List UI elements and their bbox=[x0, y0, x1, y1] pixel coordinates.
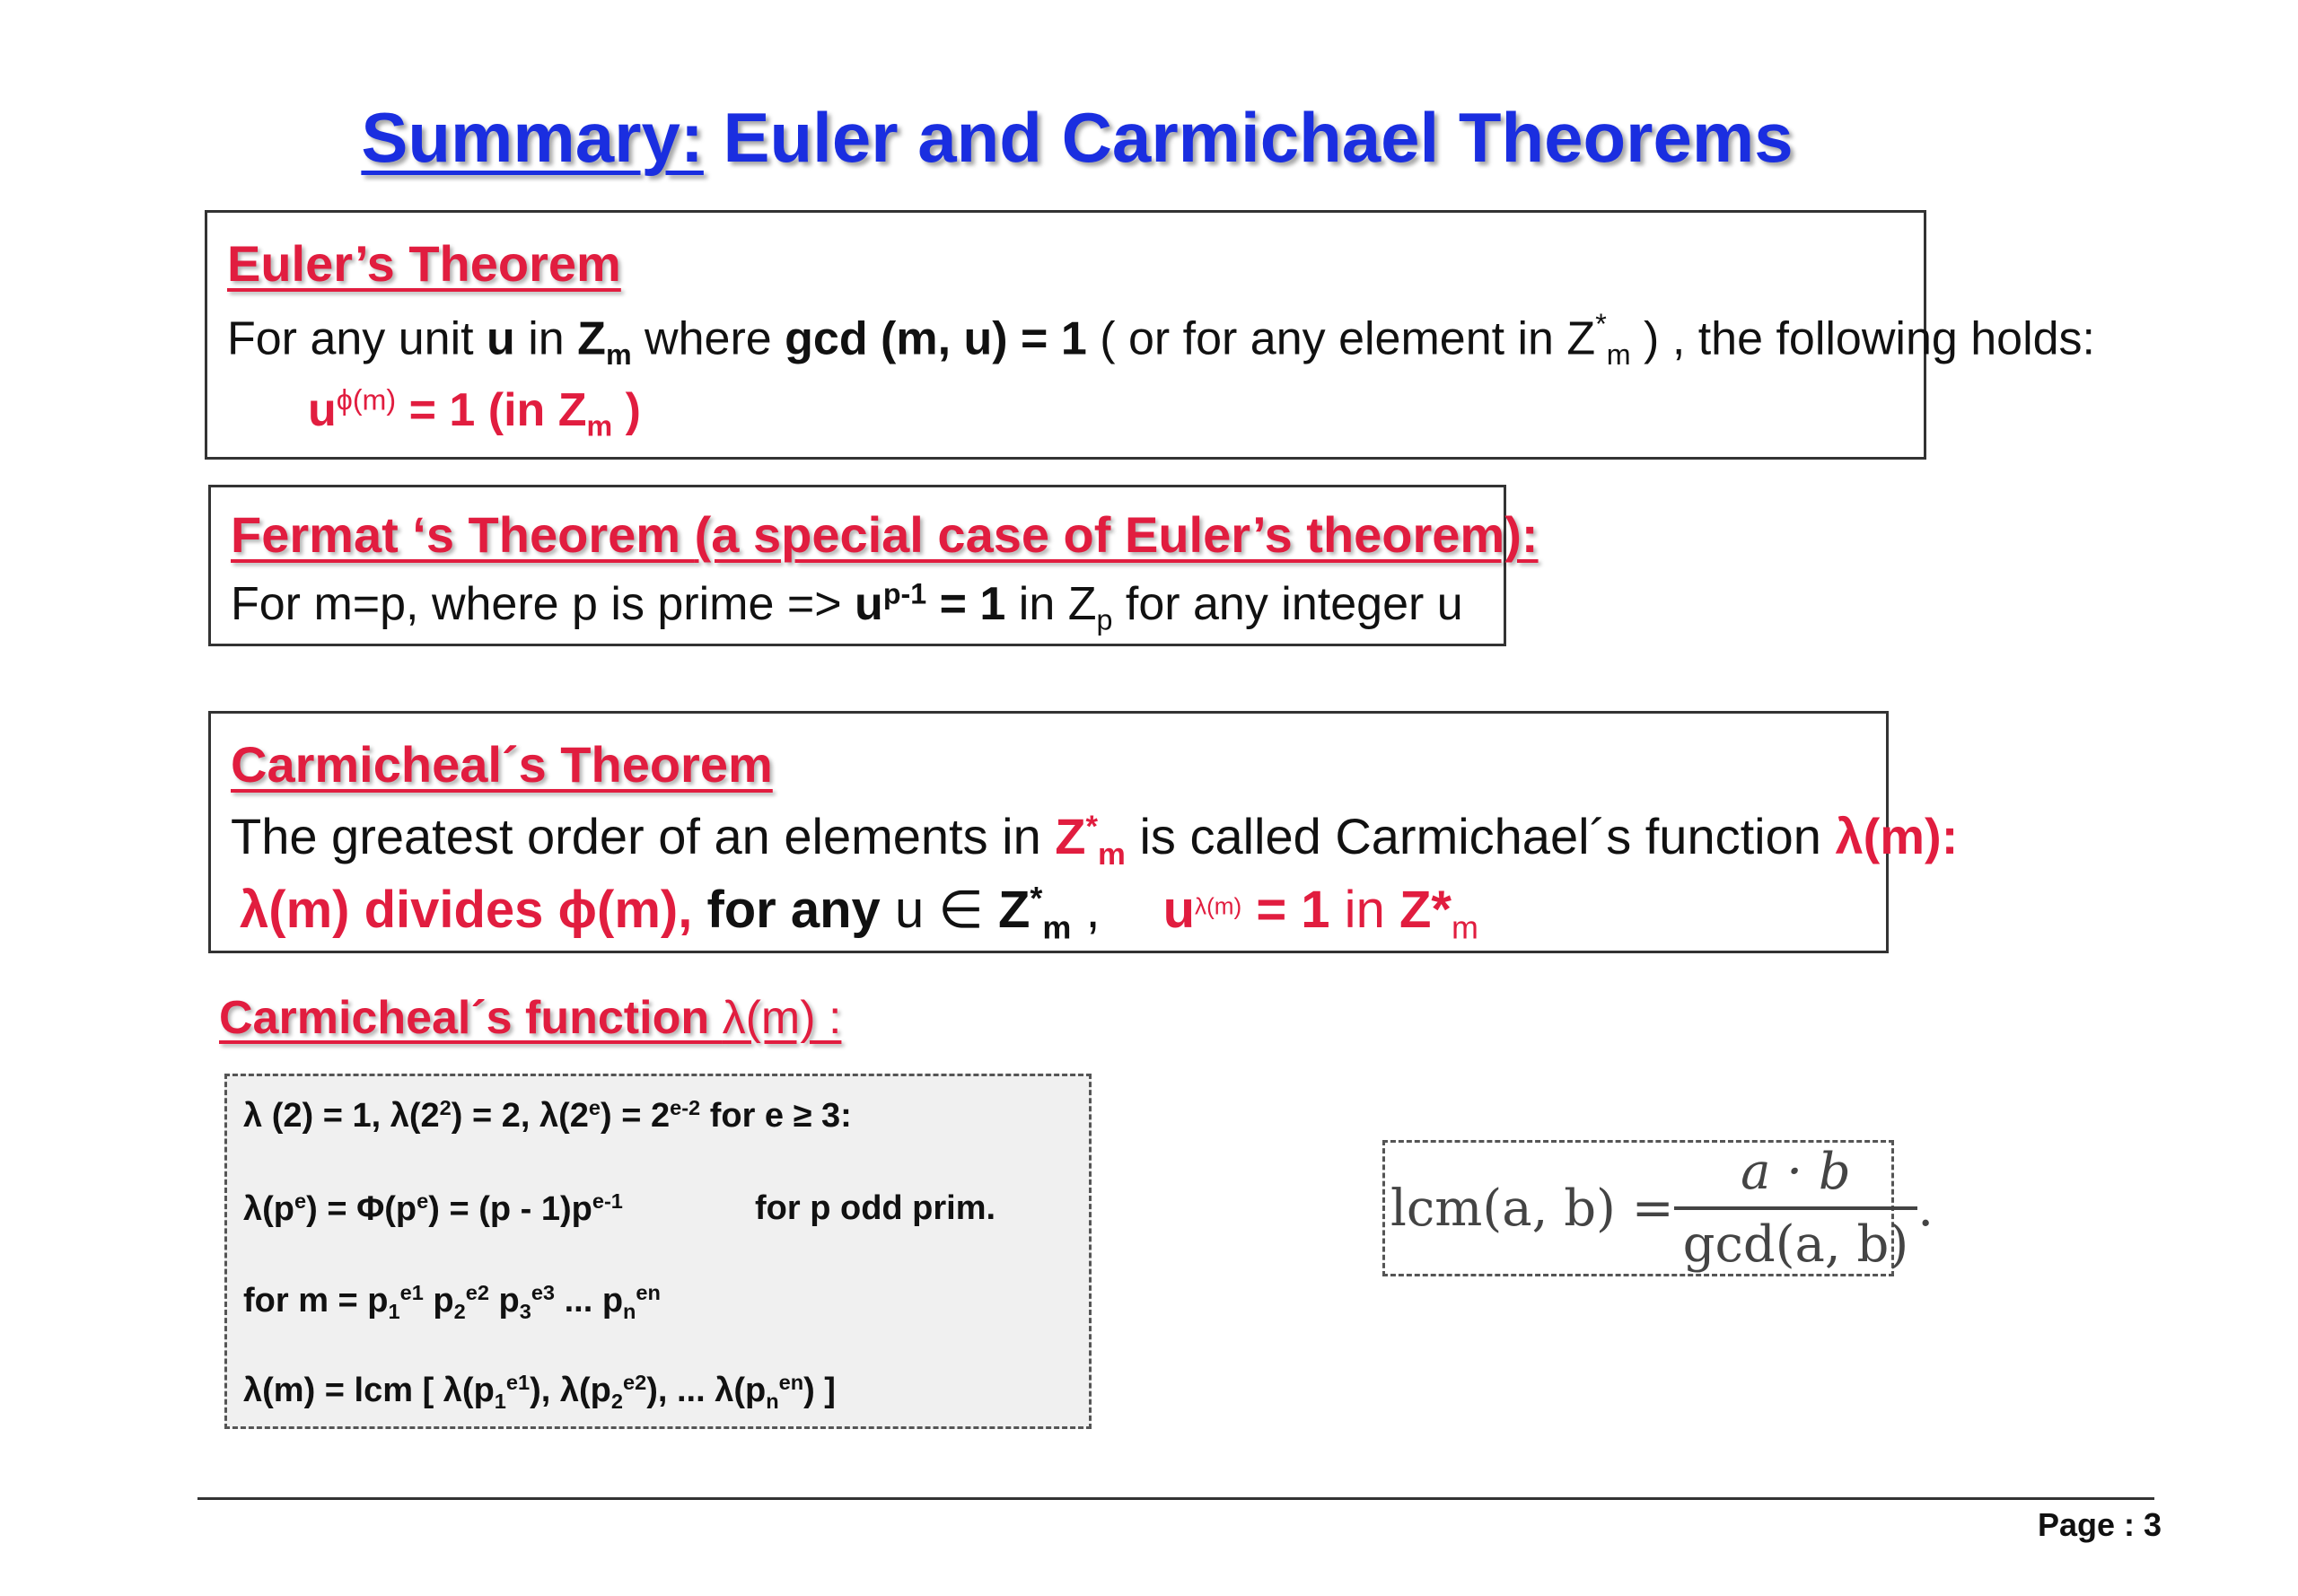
fermat-statement: For m=p, where p is prime => $u^{p-1} = 1$ in $Z_p$ for any integer u bbox=[231, 577, 1463, 636]
title-summary: Summary: bbox=[361, 98, 704, 177]
fermat-heading: Fermat ‘s Theorem (a special case of Euler’s theorem): bbox=[231, 506, 1539, 563]
page-title bbox=[0, 97, 2154, 179]
lcm-period: . bbox=[1917, 1179, 1934, 1238]
function-line-odd-prime: $\lambda(p^e) = \Phi(p^e) = (p - 1)p^{e-1}$ bbox=[243, 1189, 623, 1228]
footer-divider bbox=[197, 1497, 2154, 1500]
lcm-formula-box bbox=[1382, 1140, 1934, 1276]
lcm-fraction bbox=[1674, 1143, 1918, 1274]
carmichael-function-box bbox=[224, 1074, 1092, 1429]
euler-heading: Euler’s Theorem bbox=[227, 235, 621, 292]
carmichael-function-heading: Carmicheal´s function λ(m) : bbox=[219, 992, 842, 1044]
function-line-power-of-two: λ (2) = 1, $\lambda(2^2) = 2$, $\lambda(2^e) = 2^{e-2}$ for e ≥ 3: bbox=[243, 1096, 852, 1135]
function-line-lcm: λ(m) = lcm [ $\lambda(p_1^{e1})$, $\lambda(p_2^{e2})$, ... $\lambda(p_n^{en})$ ] bbox=[243, 1371, 836, 1414]
lcm-numerator: a · b bbox=[1741, 1143, 1851, 1201]
carmichael-definition: The greatest order of an elements in $Z^*_m$ is called Carmichael´s function λ(m): bbox=[231, 808, 1959, 873]
lcm-denominator: gcd(a, b) bbox=[1674, 1206, 1918, 1274]
page-number: Page : 3 bbox=[2038, 1506, 2162, 1543]
lcm-lhs: lcm(a, b) = bbox=[1390, 1179, 1674, 1238]
fermat-theorem-box bbox=[208, 485, 1539, 646]
euler-formula: $u^{\phi(m)} = 1$ (in $Z_m$ ) bbox=[308, 383, 641, 443]
function-line-factorization: for $m = p_1^{e1}$ $p_2^{e2}$ $p_3^{e3}$ ... $p_n^{en}$ bbox=[243, 1281, 661, 1324]
function-line-odd-prime-condition: for p odd prim. bbox=[755, 1189, 996, 1227]
carmichael-statement: λ(m) divides ϕ(m), for any u ∈ $Z^*_m$ , $u^{\lambda(m)} = 1$ in $Z*_m$ bbox=[240, 880, 1478, 946]
euler-statement: For any unit u in $Z_m$ where gcd (m, u) = 1 ( or for any element in $Z^*_m$ ) , the following holds: bbox=[227, 308, 2095, 371]
euler-theorem-box bbox=[205, 210, 2095, 460]
carmichael-heading: Carmicheal´s Theorem bbox=[231, 736, 773, 793]
title-main: Euler and Carmichael Theorems bbox=[703, 98, 1794, 177]
carmichael-theorem-box bbox=[208, 711, 1959, 953]
